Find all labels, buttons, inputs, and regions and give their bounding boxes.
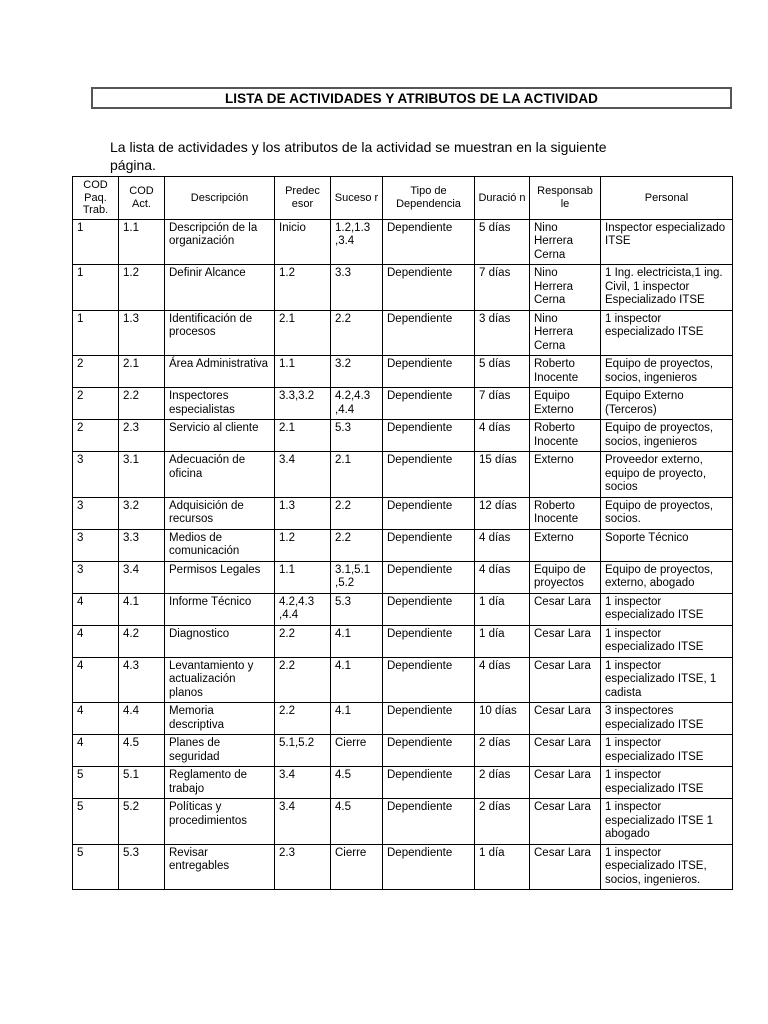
cell-duracion: 3 días [475,310,530,356]
cell-sucesor: 1.2,1.3 ,3.4 [331,219,383,265]
cell-tipo-dependencia: Dependiente [383,265,475,311]
cell-predecesor: 1.1 [275,561,331,593]
cell-sucesor: 2.2 [331,310,383,356]
cell-personal: 1 inspector especializado ITSE 1 abogado [601,799,733,845]
table-row [73,388,733,420]
cell-sucesor: 5.3 [331,593,383,625]
cell-responsable: Equipo Externo [530,388,601,420]
cell-cod-paq: 4 [73,735,119,767]
cell-personal: Equipo de proyectos, socios, ingenieros [601,420,733,452]
cell-personal: 1 Ing. electricista,1 ing. Civil, 1 inspector Especializado ITSE [601,265,733,311]
cell-sucesor: 4.2,4.3 ,4.4 [331,388,383,420]
cell-predecesor: 1.2 [275,529,331,561]
cell-tipo-dependencia: Dependiente [383,452,475,498]
cell-cod-paq: 1 [73,219,119,265]
cell-descripcion: Inspectores especialistas [165,388,275,420]
cell-duracion: 2 días [475,799,530,845]
col-header-sucesor: Suceso r [331,177,383,220]
cell-predecesor: 3.4 [275,767,331,799]
cell-cod-act: 3.4 [119,561,165,593]
cell-responsable: Cesar Lara [530,625,601,657]
cell-responsable: Roberto Inocente [530,497,601,529]
cell-cod-paq: 4 [73,657,119,703]
cell-descripcion: Adecuación de oficina [165,452,275,498]
table-row [73,767,733,799]
cell-tipo-dependencia: Dependiente [383,497,475,529]
cell-cod-act: 5.3 [119,844,165,890]
table-row [73,625,733,657]
table-row [73,497,733,529]
table-row [73,703,733,735]
cell-responsable: Cesar Lara [530,657,601,703]
cell-descripcion: Levantamiento y actualización planos [165,657,275,703]
table-row [73,219,733,265]
table-row [73,561,733,593]
col-header-predecesor: Predec esor [275,177,331,220]
col-header-personal: Personal [601,177,733,220]
activities-table [72,176,733,890]
cell-tipo-dependencia: Dependiente [383,388,475,420]
cell-cod-paq: 2 [73,420,119,452]
cell-duracion: 1 día [475,844,530,890]
table-body [73,219,733,890]
cell-personal: Equipo de proyectos, socios, ingenieros [601,356,733,388]
cell-descripcion: Descripción de la organización [165,219,275,265]
cell-responsable: Nino Herrera Cerna [530,265,601,311]
cell-personal: 1 inspector especializado ITSE [601,310,733,356]
table-row [73,799,733,845]
cell-cod-paq: 2 [73,388,119,420]
cell-descripcion: Permisos Legales [165,561,275,593]
cell-personal: Inspector especializado ITSE [601,219,733,265]
table-row [73,735,733,767]
cell-personal: 1 inspector especializado ITSE [601,625,733,657]
cell-tipo-dependencia: Dependiente [383,657,475,703]
cell-cod-paq: 4 [73,703,119,735]
cell-duracion: 7 días [475,265,530,311]
cell-cod-act: 4.2 [119,625,165,657]
cell-predecesor: 4.2,4.3 ,4.4 [275,593,331,625]
cell-duracion: 5 días [475,219,530,265]
cell-cod-paq: 5 [73,767,119,799]
cell-personal: Soporte Técnico [601,529,733,561]
cell-sucesor: 5.3 [331,420,383,452]
cell-responsable: Nino Herrera Cerna [530,310,601,356]
cell-duracion: 1 día [475,625,530,657]
table-row [73,420,733,452]
cell-duracion: 1 día [475,593,530,625]
cell-descripcion: Revisar entregables [165,844,275,890]
cell-personal: 1 inspector especializado ITSE, socios, ingenieros. [601,844,733,890]
cell-predecesor: 1.1 [275,356,331,388]
cell-personal: 3 inspectores especializado ITSE [601,703,733,735]
cell-responsable: Cesar Lara [530,593,601,625]
cell-cod-act: 5.2 [119,799,165,845]
table-header [73,177,733,220]
table-row [73,593,733,625]
table-row [73,844,733,890]
cell-responsable: Cesar Lara [530,703,601,735]
cell-sucesor: 2.2 [331,529,383,561]
table-row [73,529,733,561]
cell-descripcion: Diagnostico [165,625,275,657]
cell-tipo-dependencia: Dependiente [383,219,475,265]
cell-duracion: 4 días [475,529,530,561]
cell-cod-paq: 5 [73,799,119,845]
cell-cod-act: 4.1 [119,593,165,625]
cell-descripcion: Servicio al cliente [165,420,275,452]
col-header-duracion: Duració n [475,177,530,220]
cell-predecesor: 1.2 [275,265,331,311]
cell-responsable: Externo [530,529,601,561]
cell-cod-paq: 4 [73,625,119,657]
cell-responsable: Cesar Lara [530,735,601,767]
cell-tipo-dependencia: Dependiente [383,529,475,561]
cell-sucesor: 4.5 [331,767,383,799]
cell-personal: Proveedor externo, equipo de proyecto, socios [601,452,733,498]
cell-predecesor: 2.1 [275,420,331,452]
cell-descripcion: Medios de comunicación [165,529,275,561]
table-row [73,310,733,356]
cell-descripcion: Informe Técnico [165,593,275,625]
cell-duracion: 7 días [475,388,530,420]
cell-descripcion: Definir Alcance [165,265,275,311]
cell-cod-act: 5.1 [119,767,165,799]
cell-cod-act: 4.5 [119,735,165,767]
cell-predecesor: 2.1 [275,310,331,356]
table-row [73,265,733,311]
cell-tipo-dependencia: Dependiente [383,593,475,625]
cell-predecesor: 3.4 [275,452,331,498]
cell-sucesor: 4.1 [331,625,383,657]
cell-responsable: Cesar Lara [530,799,601,845]
cell-cod-act: 2.2 [119,388,165,420]
cell-cod-paq: 2 [73,356,119,388]
cell-sucesor: 3.1,5.1 ,5.2 [331,561,383,593]
cell-personal: 1 inspector especializado ITSE [601,593,733,625]
cell-personal: Equipo Externo (Terceros) [601,388,733,420]
cell-cod-paq: 5 [73,844,119,890]
cell-tipo-dependencia: Dependiente [383,561,475,593]
cell-descripcion: Adquisición de recursos [165,497,275,529]
intro-paragraph: La lista de actividades y los atributos de la actividad se muestran en la siguiente página. [110,139,607,173]
cell-cod-act: 2.1 [119,356,165,388]
cell-sucesor: Cierre [331,844,383,890]
header-row [73,177,733,220]
cell-sucesor: 3.3 [331,265,383,311]
cell-duracion: 15 días [475,452,530,498]
table-row [73,657,733,703]
cell-cod-paq: 4 [73,593,119,625]
table-row [73,356,733,388]
cell-sucesor: 2.2 [331,497,383,529]
cell-cod-act: 3.3 [119,529,165,561]
cell-predecesor: 3.4 [275,799,331,845]
cell-personal: 1 inspector especializado ITSE, 1 cadista [601,657,733,703]
cell-sucesor: 4.1 [331,657,383,703]
cell-personal: 1 inspector especializado ITSE [601,767,733,799]
cell-tipo-dependencia: Dependiente [383,625,475,657]
cell-predecesor: 1.3 [275,497,331,529]
cell-predecesor: 2.2 [275,625,331,657]
cell-cod-paq: 3 [73,529,119,561]
cell-descripcion: Identificación de procesos [165,310,275,356]
cell-descripcion: Planes de seguridad [165,735,275,767]
cell-descripcion: Área Administrativa [165,356,275,388]
cell-responsable: Roberto Inocente [530,356,601,388]
col-header-cod-act: COD Act. [119,177,165,220]
cell-tipo-dependencia: Dependiente [383,310,475,356]
cell-responsable: Equipo de proyectos [530,561,601,593]
cell-descripcion: Políticas y procedimientos [165,799,275,845]
cell-predecesor: 2.3 [275,844,331,890]
cell-sucesor: 3.2 [331,356,383,388]
cell-sucesor: 4.1 [331,703,383,735]
cell-sucesor: 4.5 [331,799,383,845]
cell-tipo-dependencia: Dependiente [383,703,475,735]
cell-cod-act: 1.2 [119,265,165,311]
cell-cod-paq: 3 [73,497,119,529]
cell-personal: Equipo de proyectos, socios. [601,497,733,529]
cell-predecesor: 2.2 [275,657,331,703]
cell-responsable: Externo [530,452,601,498]
cell-cod-act: 3.2 [119,497,165,529]
cell-cod-paq: 1 [73,265,119,311]
cell-cod-paq: 3 [73,561,119,593]
cell-sucesor: Cierre [331,735,383,767]
cell-tipo-dependencia: Dependiente [383,420,475,452]
cell-predecesor: 5.1,5.2 [275,735,331,767]
cell-personal: 1 inspector especializado ITSE [601,735,733,767]
cell-cod-act: 1.3 [119,310,165,356]
cell-duracion: 2 días [475,735,530,767]
cell-cod-act: 3.1 [119,452,165,498]
cell-cod-act: 4.3 [119,657,165,703]
cell-responsable: Cesar Lara [530,767,601,799]
cell-descripcion: Reglamento de trabajo [165,767,275,799]
cell-descripcion: Memoria descriptiva [165,703,275,735]
cell-tipo-dependencia: Dependiente [383,767,475,799]
cell-duracion: 4 días [475,420,530,452]
cell-responsable: Nino Herrera Cerna [530,219,601,265]
cell-cod-act: 1.1 [119,219,165,265]
cell-duracion: 2 días [475,767,530,799]
col-header-descripcion: Descripción [165,177,275,220]
cell-predecesor: Inicio [275,219,331,265]
cell-cod-act: 4.4 [119,703,165,735]
cell-cod-act: 2.3 [119,420,165,452]
cell-personal: Equipo de proyectos, externo, abogado [601,561,733,593]
document-title: LISTA DE ACTIVIDADES Y ATRIBUTOS DE LA ACTIVIDAD [91,87,732,109]
cell-responsable: Roberto Inocente [530,420,601,452]
cell-duracion: 12 días [475,497,530,529]
col-header-responsable: Responsab le [530,177,601,220]
cell-cod-paq: 1 [73,310,119,356]
cell-sucesor: 2.1 [331,452,383,498]
cell-predecesor: 2.2 [275,703,331,735]
cell-tipo-dependencia: Dependiente [383,356,475,388]
col-header-tipo-dependencia: Tipo de Dependencia [383,177,475,220]
cell-duracion: 10 días [475,703,530,735]
col-header-cod-paq: COD Paq. Trab. [73,177,119,220]
cell-responsable: Cesar Lara [530,844,601,890]
cell-duracion: 5 días [475,356,530,388]
cell-tipo-dependencia: Dependiente [383,735,475,767]
cell-tipo-dependencia: Dependiente [383,844,475,890]
table-row [73,452,733,498]
cell-tipo-dependencia: Dependiente [383,799,475,845]
cell-duracion: 4 días [475,561,530,593]
cell-predecesor: 3.3,3.2 [275,388,331,420]
cell-duracion: 4 días [475,657,530,703]
cell-cod-paq: 3 [73,452,119,498]
